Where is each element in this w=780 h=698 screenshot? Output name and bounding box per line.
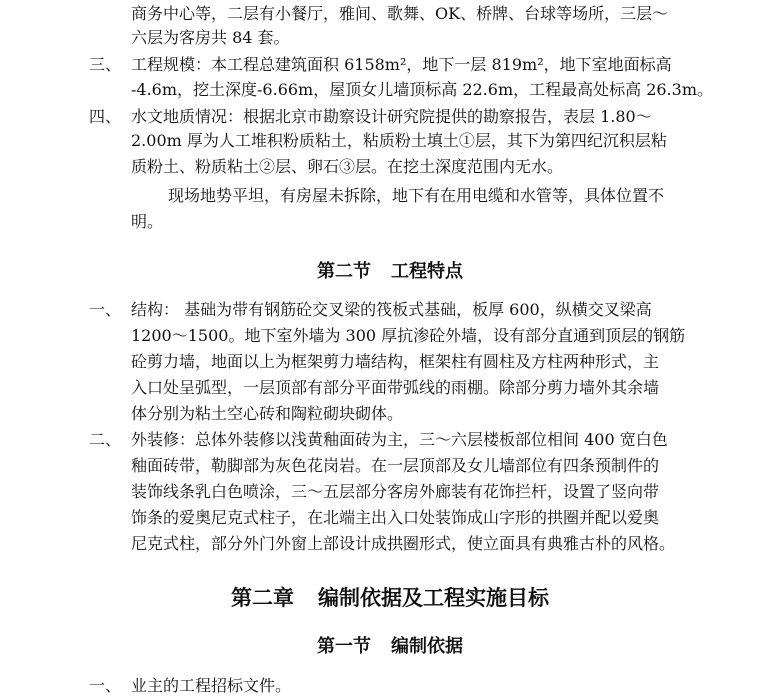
- paragraph-line: 结构： 基础为带有钢筋砼交叉梁的筏板式基础，板厚 600，纵横交叉梁高: [131, 300, 652, 319]
- paragraph-line: 入口处呈弧型，一层顶部有部分平面带弧线的雨棚。除部分剪力墙外其余墙: [131, 378, 660, 397]
- paragraph-line: 尼克式柱，部分外门外窗上部设计成拱圈形式，使立面具有典雅古朴的风格。: [131, 534, 676, 553]
- paragraph-line: 业主的工程招标文件。: [131, 676, 292, 695]
- paragraph-line: 工程规模：本工程总建筑面积 6158m²，地下一层 819m²，地下室地面标高: [131, 55, 672, 74]
- paragraph-line: 商务中心等，二层有小餐厅，雅间、歌舞、OK、桥牌、台球等场所，三层～: [131, 4, 669, 23]
- paragraph-line: 质粉土、粉质粘土②层、卵石③层。在挖土深度范围内无水。: [131, 157, 564, 176]
- paragraph-line: 水文地质情况：根据北京市勘察设计研究院提供的勘察报告，表层 1.80～: [131, 107, 652, 126]
- paragraph-line: 装饰线条乳白色喷涂，三～五层部分客房外廊装有花饰拦杆，设置了竖向带: [131, 482, 660, 501]
- list-number: 一、: [89, 676, 122, 695]
- list-number: 四、: [89, 107, 122, 126]
- paragraph-line: 现场地势平坦，有房屋未拆除，地下有在用电缆和水管等，具体位置不: [168, 186, 665, 205]
- chapter-title: 编制依据及工程实施目标: [318, 585, 549, 610]
- paragraph-line: 1200～1500。地下室外墙为 300 厚抗渗砼外墙，设有部分直通到顶层的钢筋: [131, 326, 686, 345]
- paragraph-line: 外装修：总体外装修以浅黄釉面砖为主，三～六层楼板部位相间 400 宽白色: [131, 430, 668, 449]
- chapter-number: 第二章: [231, 585, 294, 610]
- paragraph-line: 体分别为粘土空心砖和陶粒砌块砌体。: [131, 404, 404, 423]
- list-number: 三、: [89, 55, 122, 74]
- paragraph-line: 明。: [131, 212, 164, 231]
- section-number: 第一节: [317, 636, 371, 657]
- section-title: 编制依据: [391, 636, 463, 657]
- section-heading: [0, 260, 780, 284]
- paragraph-line: 2.00m 厚为人工堆积粉质粘土，粘质粉土填土①层，其下为第四纪沉积层粘: [131, 131, 667, 150]
- paragraph-line: 饰条的爱奥尼克式柱子，在北端主出入口处装饰成山字形的拱圈并配以爱奥: [131, 508, 660, 527]
- list-number: 二、: [89, 430, 122, 449]
- paragraph-line: 釉面砖带，勒脚部为灰色花岗岩。在一层顶部及女儿墙部位有四条预制件的: [131, 456, 660, 475]
- chapter-heading: [0, 584, 780, 612]
- paragraph-line: 砼剪力墙，地面以上为框架剪力墙结构，框架柱有圆柱及方柱两种形式，主: [131, 352, 660, 371]
- section-title: 工程特点: [391, 261, 463, 282]
- paragraph-line: 六层为客房共 84 套。: [131, 28, 290, 47]
- section-heading: [0, 635, 780, 659]
- section-number: 第二节: [317, 261, 371, 282]
- paragraph-line: -4.6m，挖土深度-6.66m，屋顶女儿墙顶标高 22.6m，工程最高处标高 26.3m。: [131, 80, 713, 99]
- list-number: 一、: [89, 300, 122, 319]
